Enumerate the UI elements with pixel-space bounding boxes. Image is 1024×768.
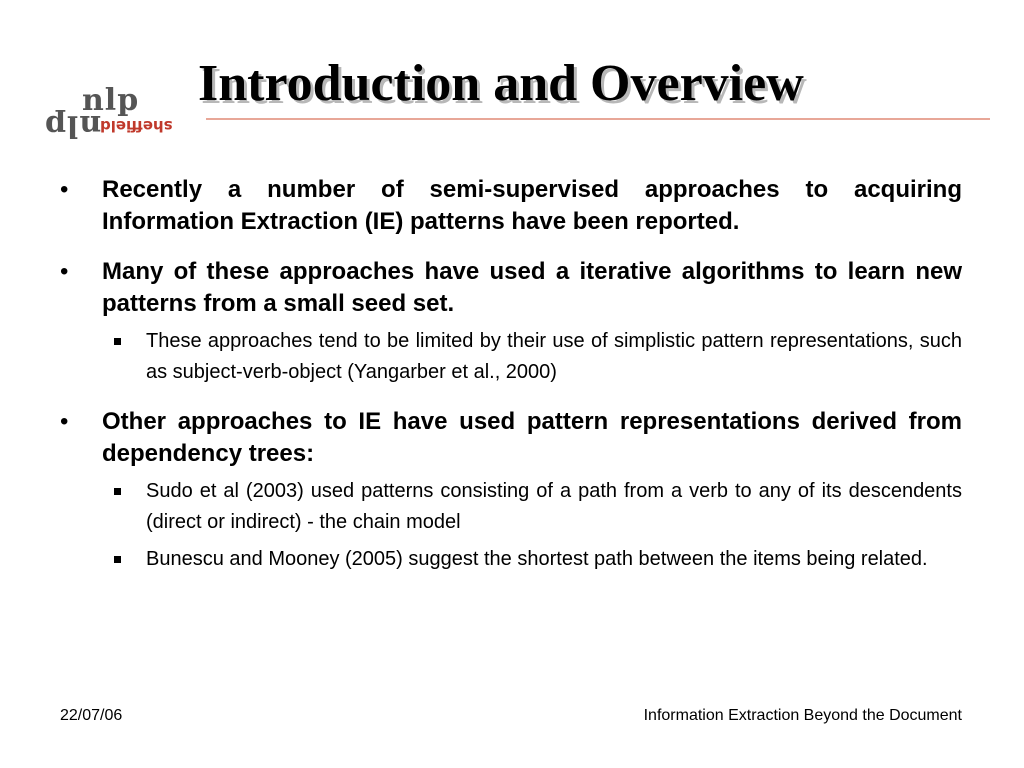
bullet-item bbox=[60, 256, 962, 320]
bullet-marker: • bbox=[60, 408, 69, 435]
sub-bullet-item bbox=[60, 544, 962, 575]
title-divider bbox=[206, 118, 990, 120]
logo-nlp-text: nlp bbox=[82, 83, 140, 118]
square-bullet-icon bbox=[114, 556, 121, 563]
footer-presentation-title: Information Extraction Beyond the Document bbox=[643, 707, 962, 724]
bullet-text: Many of these approaches have used a iterative algorithms to learn new patterns from a small seed set. bbox=[102, 258, 962, 317]
bullet-item bbox=[60, 406, 962, 470]
sub-bullet-text: These approaches tend to be limited by their use of simplistic pattern representations, such as subject-verb-object (Yangarber et al., 2000) bbox=[146, 330, 962, 383]
square-bullet-icon bbox=[114, 338, 121, 345]
logo-sheffield-text: sheffield bbox=[100, 117, 173, 135]
slide-title: Introduction and Overview bbox=[198, 55, 804, 112]
bullet-text: Other approaches to IE have used pattern representations derived from dependency trees: bbox=[102, 408, 962, 467]
bullet-marker: • bbox=[60, 258, 69, 285]
sheffield-nlp-logo bbox=[44, 84, 214, 154]
sub-bullet-item bbox=[60, 326, 962, 388]
logo-nlp-mirrored-text: nlp bbox=[44, 108, 102, 143]
slide-body bbox=[60, 172, 962, 575]
sub-bullet-text: Sudo et al (2003) used patterns consisting of a path from a verb to any of its descendents (direct or indirect) - the chain model bbox=[146, 480, 962, 533]
footer-date: 22/07/06 bbox=[60, 707, 123, 724]
bullet-text: Recently a number of semi-supervised approaches to acquiring Information Extraction (IE) patterns have been reported. bbox=[102, 176, 962, 235]
sub-bullet-item bbox=[60, 476, 962, 538]
square-bullet-icon bbox=[114, 488, 121, 495]
bullet-marker: • bbox=[60, 176, 69, 203]
bullet-item bbox=[60, 174, 962, 238]
sub-bullet-text: Bunescu and Mooney (2005) suggest the shortest path between the items being related. bbox=[146, 548, 928, 570]
